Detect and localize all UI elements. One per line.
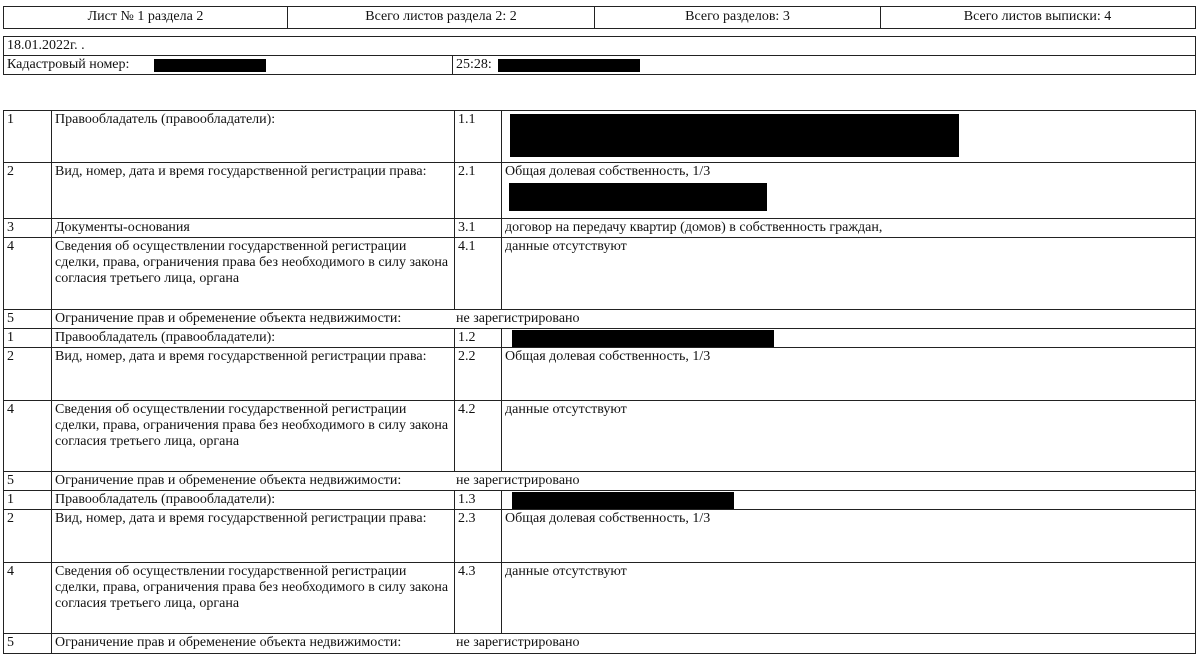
table-row bbox=[4, 310, 1195, 329]
table-row bbox=[4, 634, 1195, 653]
row-label: Ограничение прав и обременение объекта недвижимости: bbox=[55, 635, 402, 650]
date-row bbox=[4, 37, 1195, 56]
table-row bbox=[4, 348, 1195, 401]
row-number: 1 bbox=[4, 329, 52, 347]
table-row bbox=[4, 163, 1195, 219]
row-label: Документы-основания bbox=[52, 219, 455, 237]
row-subnumber: 4.3 bbox=[455, 563, 502, 633]
row-number: 3 bbox=[4, 219, 52, 237]
row-label: Сведения об осуществлении государственной регистрации сделки, права, ограничения права без необходимого в силу закона согласия третьего лица, органа bbox=[52, 401, 455, 471]
row-subnumber: 3.1 bbox=[455, 219, 502, 237]
row-label: Ограничение прав и обременение объекта недвижимости: bbox=[55, 311, 402, 326]
row-subnumber: 4.2 bbox=[455, 401, 502, 471]
ownership-type: Общая долевая собственность, 1/3 bbox=[505, 164, 711, 179]
row-subnumber: 4.1 bbox=[455, 238, 502, 309]
sections-total: Всего разделов: 3 bbox=[595, 7, 881, 28]
redacted-cadastral-2 bbox=[498, 59, 640, 72]
row-subnumber: 2.1 bbox=[455, 163, 502, 218]
row-value: данные отсутствуют bbox=[505, 402, 627, 417]
row-subnumber: 1.1 bbox=[455, 111, 502, 162]
row-number: 1 bbox=[4, 491, 52, 509]
document-info bbox=[3, 36, 1196, 75]
row-number: 4 bbox=[4, 563, 52, 633]
row-number: 2 bbox=[4, 348, 52, 400]
redacted-owner bbox=[512, 330, 774, 347]
table-row bbox=[4, 401, 1195, 472]
redacted-cadastral-1 bbox=[154, 59, 266, 72]
row-value: не зарегистрировано bbox=[456, 311, 580, 326]
row-subnumber: 1.2 bbox=[455, 329, 502, 347]
redacted-owner bbox=[512, 492, 734, 509]
cadastral-row bbox=[4, 56, 1195, 74]
row-number: 2 bbox=[4, 163, 52, 218]
row-number: 1 bbox=[4, 111, 52, 162]
statement-date: 18.01.2022г. . bbox=[7, 38, 85, 53]
row-number: 5 bbox=[4, 310, 52, 328]
row-subnumber: 2.3 bbox=[455, 510, 502, 562]
table-row bbox=[4, 238, 1195, 310]
table-row bbox=[4, 219, 1195, 238]
table-row bbox=[4, 563, 1195, 634]
redacted-registration bbox=[509, 183, 767, 211]
row-value: Общая долевая собственность, 1/3 bbox=[505, 349, 711, 364]
info-divider bbox=[452, 56, 453, 74]
row-label: Правообладатель (правообладатели): bbox=[52, 111, 455, 162]
row-number: 5 bbox=[4, 472, 52, 490]
row-value bbox=[502, 163, 1195, 218]
sheet-header bbox=[3, 6, 1196, 29]
row-number: 4 bbox=[4, 401, 52, 471]
statement-sheets-total: Всего листов выписки: 4 bbox=[963, 9, 1112, 24]
row-number: 4 bbox=[4, 238, 52, 309]
row-value bbox=[502, 111, 1195, 162]
sheet-number: Лист № 1 раздела 2 bbox=[4, 7, 288, 28]
cadastral-prefix: 25:28: bbox=[456, 57, 492, 72]
row-subnumber: 1.3 bbox=[455, 491, 502, 509]
table-row bbox=[4, 111, 1195, 163]
row-value: не зарегистрировано bbox=[456, 473, 580, 488]
cadastral-label: Кадастровый номер: bbox=[7, 57, 130, 72]
row-label: Правообладатель (правообладатели): bbox=[52, 491, 455, 509]
row-label: Сведения об осуществлении государственной регистрации сделки, права, ограничения права без необходимого в силу закона согласия третьего лица, органа bbox=[52, 563, 455, 633]
row-label: Вид, номер, дата и время государственной регистрации права: bbox=[52, 348, 455, 400]
row-value: договор на передачу квартир (домов) в собственность граждан, bbox=[505, 220, 883, 235]
row-label: Правообладатель (правообладатели): bbox=[52, 329, 455, 347]
row-label: Сведения об осуществлении государственной регистрации сделки, права, ограничения права без необходимого в силу закона согласия третьего лица, органа bbox=[52, 238, 455, 309]
table-row bbox=[4, 491, 1195, 510]
table-row bbox=[4, 510, 1195, 563]
redacted-owner bbox=[510, 114, 959, 157]
table-row bbox=[4, 329, 1195, 348]
row-value: данные отсутствуют bbox=[505, 239, 627, 254]
rights-table bbox=[3, 110, 1196, 654]
row-value bbox=[502, 491, 1195, 509]
row-label: Ограничение прав и обременение объекта недвижимости: bbox=[55, 473, 402, 488]
row-number: 2 bbox=[4, 510, 52, 562]
row-value: данные отсутствуют bbox=[505, 564, 627, 579]
row-label: Вид, номер, дата и время государственной регистрации права: bbox=[52, 163, 455, 218]
row-number: 5 bbox=[4, 634, 52, 653]
row-label: Вид, номер, дата и время государственной регистрации права: bbox=[52, 510, 455, 562]
row-subnumber: 2.2 bbox=[455, 348, 502, 400]
row-value: Общая долевая собственность, 1/3 bbox=[505, 511, 711, 526]
section-sheets-total: Всего листов раздела 2: 2 bbox=[288, 7, 595, 28]
table-row bbox=[4, 472, 1195, 491]
row-value bbox=[502, 329, 1195, 347]
row-value: не зарегистрировано bbox=[456, 635, 580, 650]
